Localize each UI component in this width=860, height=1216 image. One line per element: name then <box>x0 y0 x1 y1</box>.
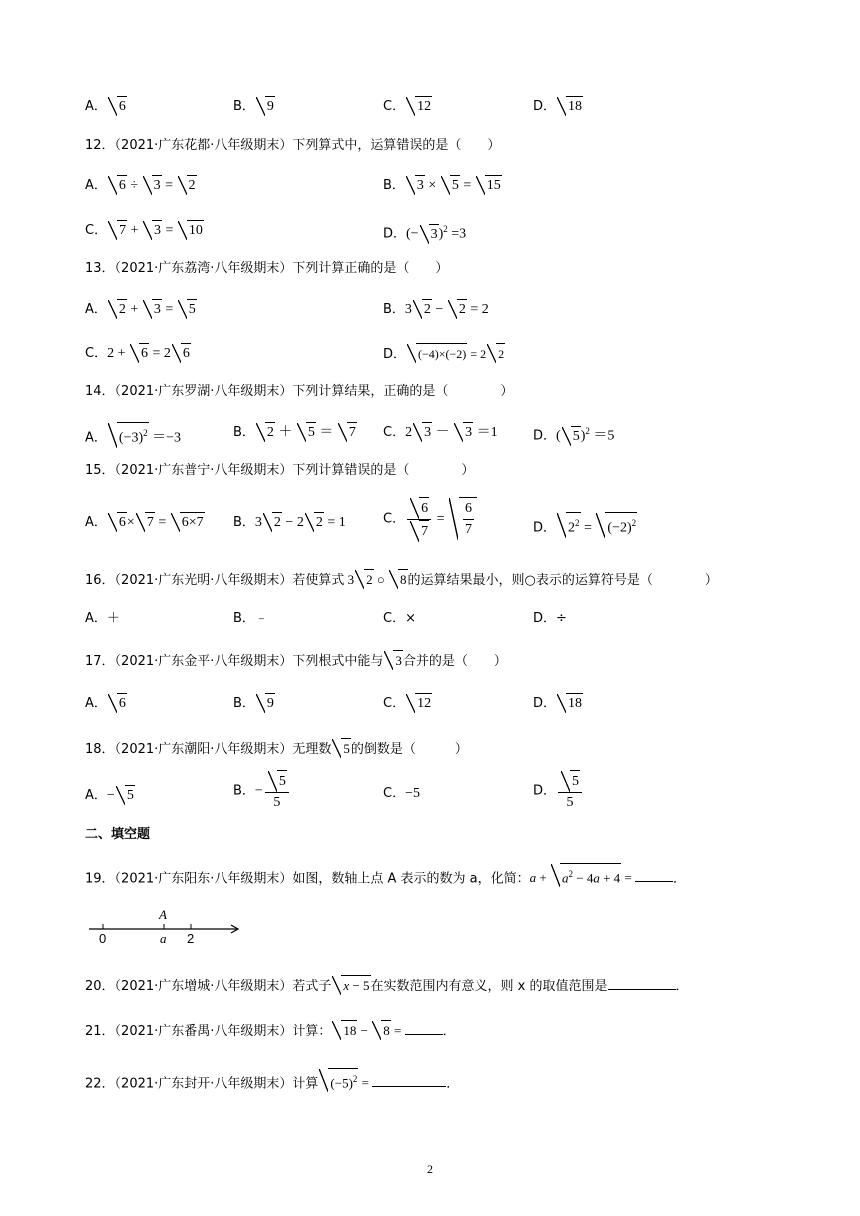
q13-option-d: D． (−4)×(−2) = 2 2 <box>383 343 505 364</box>
question-19-stem: 19．（2021·广东阳东·八年级期末）如图，数轴上点 A 表示的数为 a，化简：$a + a^2 - 4a + 4$ = ． <box>85 863 686 888</box>
q13-option-a: A． 2 + 3 = 5 <box>85 299 197 319</box>
question-17-stem: 17．（2021·广东金平·八年级期末）下列根式中能与 3合并的是（ ） <box>85 650 507 671</box>
label-a: a <box>160 931 167 946</box>
q17-option-d: D． 18 <box>533 693 583 713</box>
q14-option-a: A． $(-3)^2 =-3$ <box>85 422 181 448</box>
q12-option-a: A． 6 ÷ 3 = 2 <box>85 175 197 195</box>
label-two: 2 <box>187 931 195 946</box>
q18-option-a: A．− 5 <box>85 785 135 805</box>
q16-option-b: B．﹣ <box>233 611 268 626</box>
q13-option-c: C．2 + 6 = 2 6 <box>85 343 191 363</box>
q17-option-a: A． 6 <box>85 693 127 713</box>
page-number: 2 <box>427 1162 433 1176</box>
number-line-figure <box>85 907 245 947</box>
q15-option-c: C． $\frac{6}{7}$ = $\frac{6}{7}$ <box>383 497 477 542</box>
option-a: A． 6 <box>85 96 127 116</box>
question-18-stem: 18．（2021·广东潮阳·八年级期末）无理数 5的倒数是（ ） <box>85 738 468 759</box>
q14-option-c: C．2 3 － 3 ＝1 <box>383 422 498 442</box>
q12-option-b: B． 3 × 5 = 15 <box>383 175 502 195</box>
q16-option-c: C．× <box>383 611 416 626</box>
q14-option-b: B． 2 ＋ 5 ＝ 7 <box>233 422 357 442</box>
question-21-stem: 21．（2021·广东番禺·八年级期末）计算： 18 − 8 = ． <box>85 1020 456 1041</box>
option-c: C． 12 <box>383 96 432 116</box>
q16-option-a: A．＋ <box>85 611 120 626</box>
q18-option-c: C．−5 <box>383 786 420 801</box>
q17-option-c: C． 12 <box>383 693 432 713</box>
q12-option-d: D．(− 3)$^2$ =3 <box>383 224 467 242</box>
label-point-A: A <box>159 907 167 922</box>
q15-option-a: A． 6× 7 = 6×7 <box>85 512 205 532</box>
q12-option-c: C． 7 + 3 = 10 <box>85 220 204 240</box>
question-15-stem: 15．（2021·广东普宁·八年级期末）下列计算错误的是（ ） <box>85 463 475 478</box>
q16-option-d: D．÷ <box>533 611 567 626</box>
q15-option-b: B．3 2 − 2 2 = 1 <box>233 512 346 532</box>
question-16-stem: 16．（2021·广东光明·八年级期末）若使算式 3 2 ○ 8的运算结果最小，则○表示的运算符号是（ ） <box>85 569 718 590</box>
option-d: D． 18 <box>533 96 583 116</box>
question-12-stem: 12．（2021·广东花都·八年级期末）下列算式中，运算错误的是（ ） <box>85 138 501 153</box>
label-zero: 0 <box>99 931 107 946</box>
q14-option-d: D．( 5)$^2$ ＝5 <box>533 426 615 444</box>
q18-option-b: B．− $\frac{5}{5}$ <box>233 770 291 813</box>
question-20-stem: 20．（2021·广东增城·八年级期末）若式子 x − 5在实数范围内有意义，则 x 的取值范围是 ． <box>85 975 689 996</box>
question-22-stem: 22．（2021·广东封开·八年级期末）计算 $(-5)^2$ = ． <box>85 1068 459 1093</box>
q18-option-d: D． $\frac{5}{5}$ <box>533 770 584 813</box>
section-title: 二、填空题 <box>85 827 151 842</box>
q13-option-b: B．3 2 − 2 = 2 <box>383 299 489 319</box>
q17-option-b: B． 9 <box>233 693 275 713</box>
question-14-stem: 14．（2021·广东罗湖·八年级期末）下列计算结果，正确的是（ ） <box>85 384 514 399</box>
option-b: B． 9 <box>233 96 275 116</box>
q15-option-d: D． $2^2 = (-2)^2$ <box>533 512 637 538</box>
question-13-stem: 13．（2021·广东荔湾·八年级期末）下列计算正确的是（ ） <box>85 261 449 276</box>
